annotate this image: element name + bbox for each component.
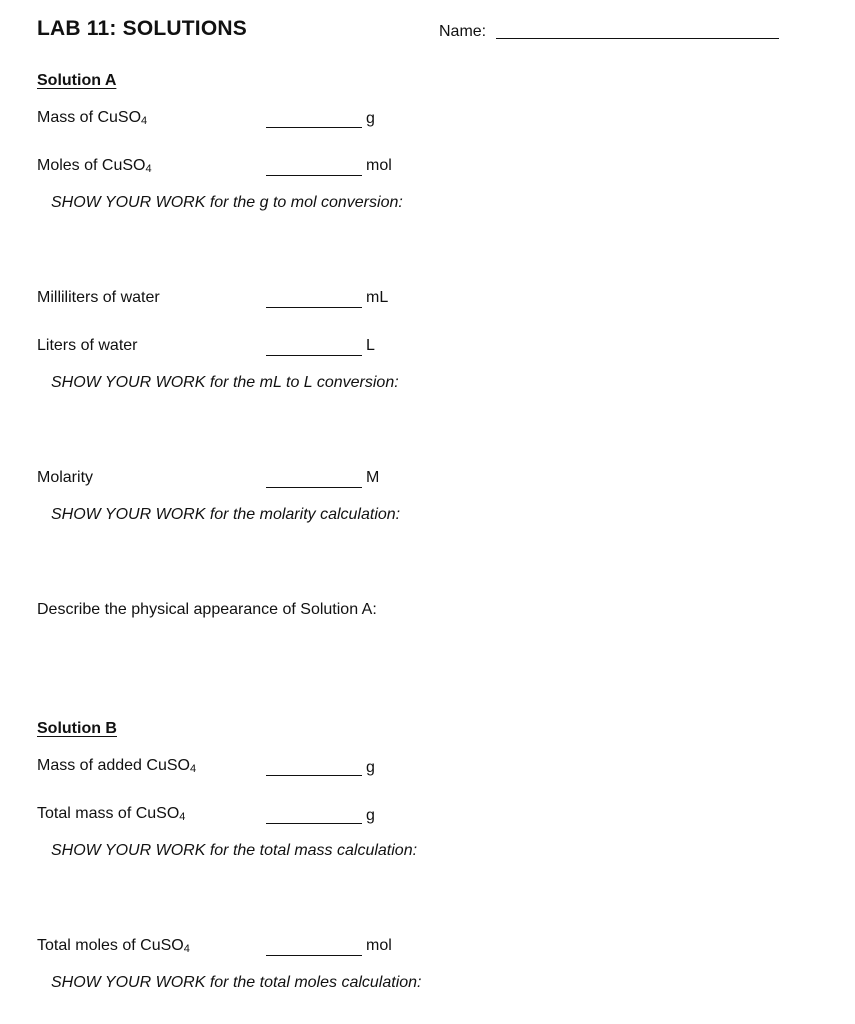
- molarity-blank[interactable]: [266, 487, 362, 488]
- work-ml-to-l: SHOW YOUR WORK for the mL to L conversion:: [51, 374, 399, 391]
- total-mass-cuso4-blank[interactable]: [266, 823, 362, 824]
- mass-cuso4-unit: g: [366, 110, 375, 127]
- moles-cuso4-blank[interactable]: [266, 175, 362, 176]
- moles-cuso4-label: Moles of CuSO$_4$: [37, 157, 152, 175]
- milliliters-water-unit: mL: [366, 289, 389, 306]
- describe-appearance-prompt: Describe the physical appearance of Solution A:: [37, 601, 377, 618]
- name-label: Name:: [439, 23, 487, 40]
- solution-a-heading: Solution A: [37, 72, 117, 89]
- name-field[interactable]: [496, 38, 779, 39]
- total-moles-cuso4-unit: mol: [366, 937, 392, 954]
- total-mass-cuso4-label: Total mass of CuSO$_4$: [37, 805, 186, 823]
- total-moles-cuso4-blank[interactable]: [266, 955, 362, 956]
- liters-water-blank[interactable]: [266, 355, 362, 356]
- molarity-label: Molarity: [37, 469, 94, 486]
- milliliters-water-blank[interactable]: [266, 307, 362, 308]
- total-moles-cuso4-label: Total moles of CuSO$_4$: [37, 937, 190, 955]
- added-mass-cuso4-unit: g: [366, 759, 375, 776]
- moles-cuso4-unit: mol: [366, 157, 392, 174]
- work-total-moles: SHOW YOUR WORK for the total moles calculation:: [51, 974, 422, 991]
- liters-water-label: Liters of water: [37, 337, 138, 354]
- milliliters-water-label: Milliliters of water: [37, 289, 160, 306]
- total-mass-cuso4-unit: g: [366, 807, 375, 824]
- mass-cuso4-blank[interactable]: [266, 127, 362, 128]
- added-mass-cuso4-label: Mass of added CuSO$_4$: [37, 757, 197, 775]
- liters-water-unit: L: [366, 337, 375, 354]
- page-title: LAB 11: SOLUTIONS: [37, 17, 247, 40]
- work-g-to-mol: SHOW YOUR WORK for the g to mol conversion:: [51, 194, 403, 211]
- work-molarity: SHOW YOUR WORK for the molarity calculation:: [51, 506, 401, 523]
- molarity-unit: M: [366, 469, 380, 486]
- mass-cuso4-label: Mass of CuSO$_4$: [37, 109, 148, 127]
- work-total-mass: SHOW YOUR WORK for the total mass calculation:: [51, 842, 418, 859]
- solution-b-heading: Solution B: [37, 720, 117, 737]
- added-mass-cuso4-blank[interactable]: [266, 775, 362, 776]
